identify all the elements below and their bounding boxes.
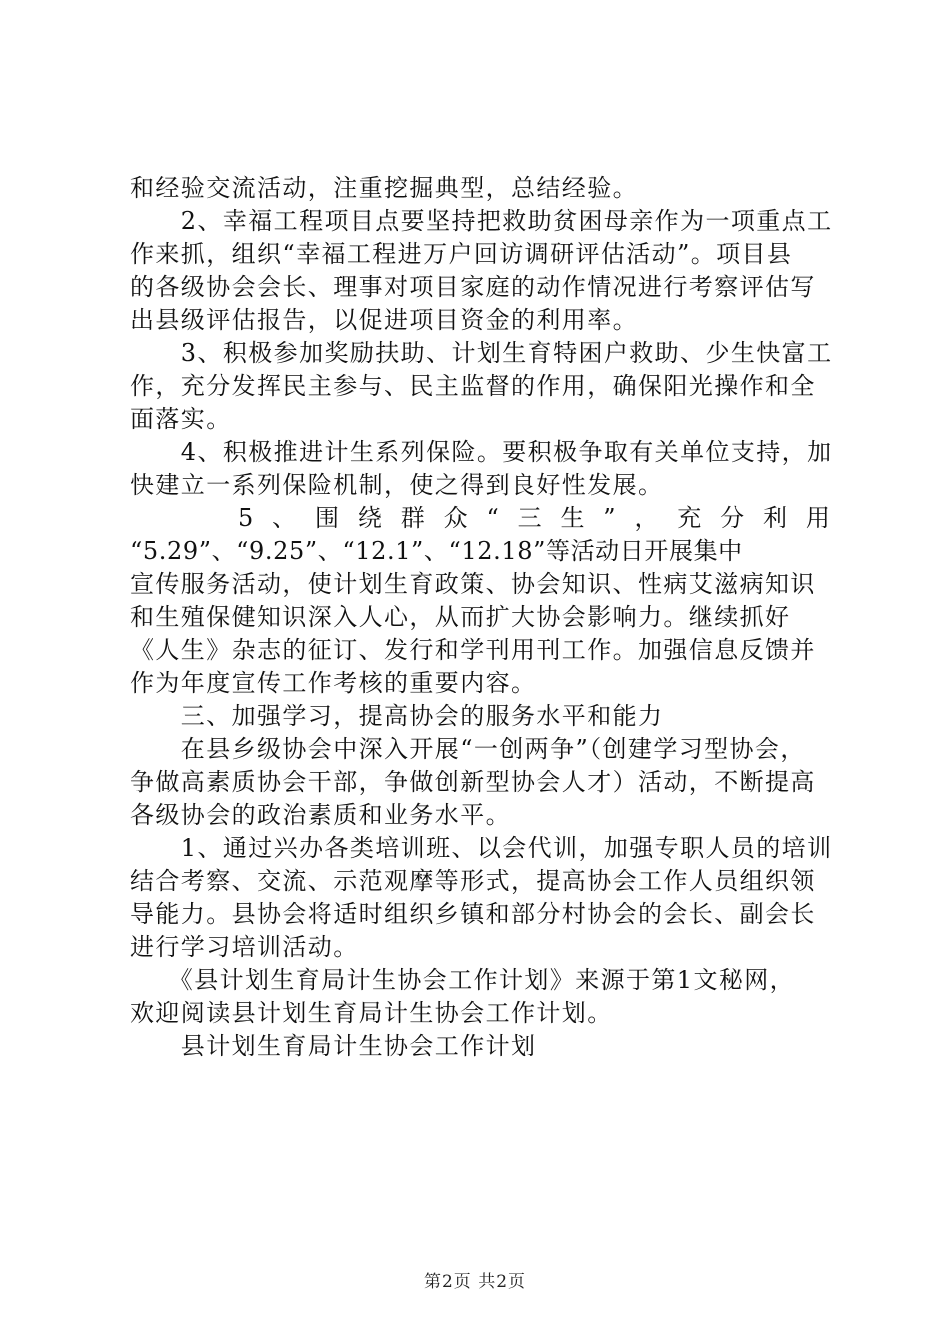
text-line: 4、积极推进计生系列保险。要积极争取有关单位支持，加 — [130, 438, 833, 466]
text-line: 《县计划生育局计生协会工作计划》来源于第1文秘网， — [130, 966, 796, 994]
spread-char: “ — [486, 504, 499, 532]
text-line: 县计划生育局计生协会工作计划 — [130, 1032, 537, 1060]
text-line: 面落实。 — [130, 405, 232, 433]
spread-char: 围 — [315, 504, 339, 532]
text-line: 结合考察、交流、示范观摩等形式，提高协会工作人员组织领 — [130, 867, 816, 895]
text-line: 和经验交流活动，注重挖掘典型，总结经验。 — [130, 174, 638, 202]
text-line: 作为年度宣传工作考核的重要内容。 — [130, 669, 537, 697]
text-line: 快建立一系列保险机制，使之得到良好性发展。 — [130, 471, 664, 499]
text-line: 各级协会的政治素质和业务水平。 — [130, 801, 511, 829]
spread-char: 充 — [677, 504, 702, 532]
text-line: 的各级协会会长、理事对项目家庭的动作情况进行考察评估写 — [130, 273, 816, 301]
spread-char: 用 — [805, 504, 830, 532]
spread-char: 众 — [443, 504, 468, 532]
text-line: “5.29”、“9.25”、“12.1”、“12.18”等活动日开展集中 — [130, 537, 743, 565]
spread-char: 5 — [238, 504, 254, 532]
spread-chars — [238, 502, 830, 534]
spread-char: ” — [603, 504, 616, 532]
spread-char: 生 — [560, 504, 585, 532]
text-line: 导能力。县协会将适时组织乡镇和部分村协会的会长、副会长 — [130, 900, 816, 928]
spread-char: 群 — [400, 504, 425, 532]
text-line: 欢迎阅读县计划生育局计生协会工作计划。 — [130, 999, 613, 1027]
spread-char: 利 — [763, 504, 788, 532]
text-line: 1、通过兴办各类培训班、以会代训，加强专职人员的培训 — [130, 834, 833, 862]
spread-char: 三 — [517, 504, 542, 532]
text-line: 在县乡级协会中深入开展“一创两争”（创建学习型协会， — [130, 735, 806, 763]
spread-char: 、 — [272, 504, 297, 532]
text-line: 《人生》杂志的征订、发行和学刊用刊工作。加强信息反馈并 — [130, 636, 816, 664]
spread-char: ， — [634, 504, 659, 532]
text-line: 宣传服务活动，使计划生育政策、协会知识、性病艾滋病知识 — [130, 570, 816, 598]
text-line: 作，充分发挥民主参与、民主监督的作用，确保阳光操作和全 — [130, 372, 816, 400]
text-line: 作来抓，组织“幸福工程进万户回访调研评估活动”。项目县 — [130, 240, 793, 268]
spread-text-line — [238, 502, 830, 534]
text-line: 2、幸福工程项目点要坚持把救助贫困母亲作为一项重点工 — [130, 207, 833, 235]
page-number-footer: 第2页 共2页 — [423, 1272, 527, 1292]
text-line: 3、积极参加奖励扶助、计划生育特困户救助、少生快富工 — [130, 339, 833, 367]
text-line: 进行学习培训活动。 — [130, 933, 359, 961]
spread-char: 分 — [720, 504, 745, 532]
section-heading: 三、加强学习，提高协会的服务水平和能力 — [130, 702, 664, 730]
text-line: 和生殖保健知识深入人心，从而扩大协会影响力。继续抓好 — [130, 603, 791, 631]
text-line: 出县级评估报告，以促进项目资金的利用率。 — [130, 306, 638, 334]
text-line: 争做高素质协会干部，争做创新型协会人才）活动，不断提高 — [130, 768, 816, 796]
spread-char: 绕 — [357, 504, 382, 532]
